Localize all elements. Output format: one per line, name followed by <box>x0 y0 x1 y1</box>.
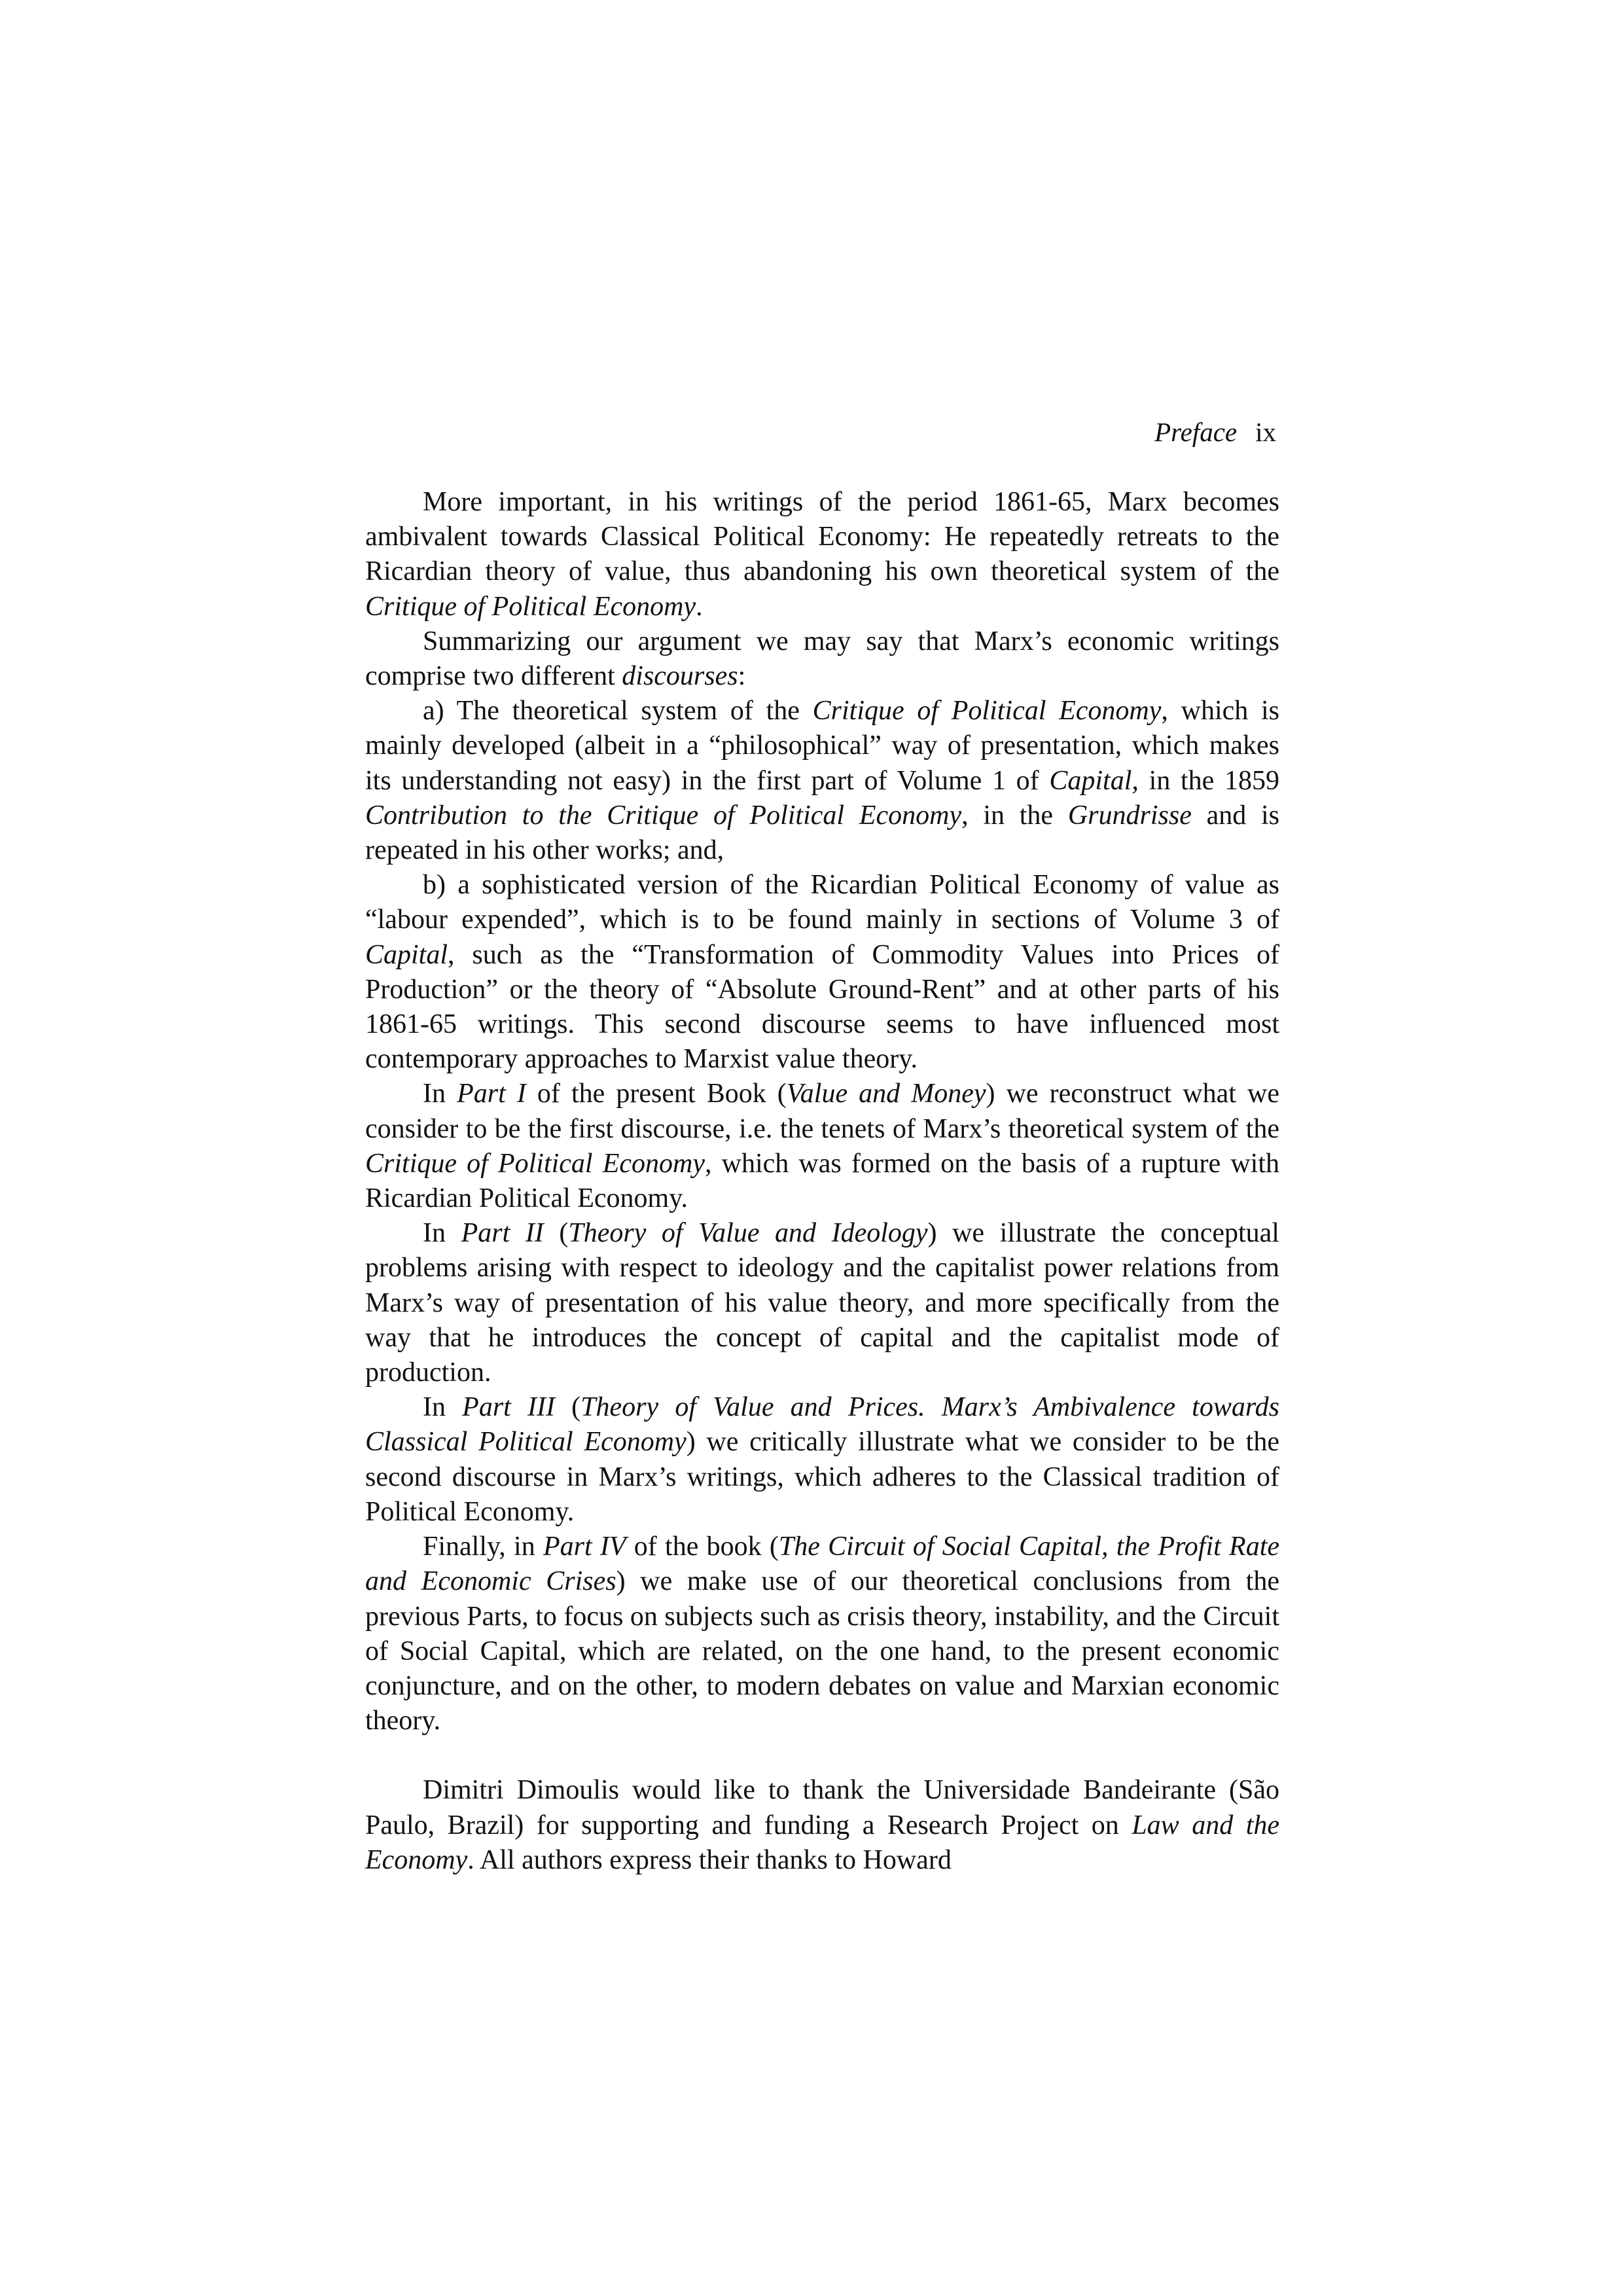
paragraph-4: b) a sophisticated version of the Ricardian Political Economy of value as “labour expended”, which is to be found mainly in sections of Volume 3 of Capital, such as the “Transformation of Commodity Values into Prices of Production” or the theory of “Absolute Ground-Rent” and at other parts of his 1861-65 writings. This second discourse seems to have influenced most contemporary approaches to Marxist value theory. <box>365 870 1279 1075</box>
paragraph-2: Summarizing our argument we may say that Marx’s economic writings comprise two different discourses: <box>365 626 1279 692</box>
paragraph-8: Finally, in Part IV of the book (The Circuit of Social Capital, the Profit Rate and Economic Crises) we make use of our theoretical conclusions from the previous Parts, to focus on subjects such as crisis theory, instability, and the Circuit of Social Capital, which are related, on the one hand, to the present economic conjuncture, and on the other, to modern debates on value and Marxian economic theory. <box>365 1532 1279 1736</box>
running-head-title: Preface <box>1154 417 1238 447</box>
running-head <box>1154 412 1276 452</box>
page-number: ix <box>1255 417 1276 447</box>
body-text <box>365 485 1279 1878</box>
paragraph-7: In Part III (Theory of Value and Prices. Marx’s Ambivalence towards Classical Political Economy) we critically illustrate what we consider to be the second discourse in Marx’s writings, which adheres to the Classical tradition of Political Economy. <box>365 1392 1279 1527</box>
paragraph-6: In Part II (Theory of Value and Ideology) we illustrate the conceptual problems arising with respect to ideology and the capitalist power relations from Marx’s way of presentation of his value theory, and more specifically from the way that he introduces the concept of capital and the capitalist mode of production. <box>365 1218 1279 1388</box>
paragraph-1: More important, in his writings of the period 1861-65, Marx becomes ambivalent towards Classical Political Economy: He repeatedly retreats to the Ricardian theory of value, thus abandoning his own theoretical system of the Critique of Political Economy. <box>365 487 1279 622</box>
paragraph-acknowledgements: Dimitri Dimoulis would like to thank the Universidade Bandeirante (São Paulo, Brazil) for supporting and funding a Research Project on Law and the Economy. All authors express their thanks to Howard <box>365 1775 1280 1875</box>
paragraph-3: a) The theoretical system of the Critique of Political Economy, which is mainly developed (albeit in a “philosophical” way of presentation, which makes its understanding not easy) in the first part of Volume 1 of Capital, in the 1859 Contribution to the Critique of Political Economy, in the Grundrisse and is repeated in his other works; and, <box>365 696 1280 866</box>
paragraph-5: In Part I of the present Book (Value and Money) we reconstruct what we consider to be the first discourse, i.e. the tenets of Marx’s theoretical system of the Critique of Political Economy, which was formed on the basis of a rupture with Ricardian Political Economy. <box>365 1079 1279 1214</box>
